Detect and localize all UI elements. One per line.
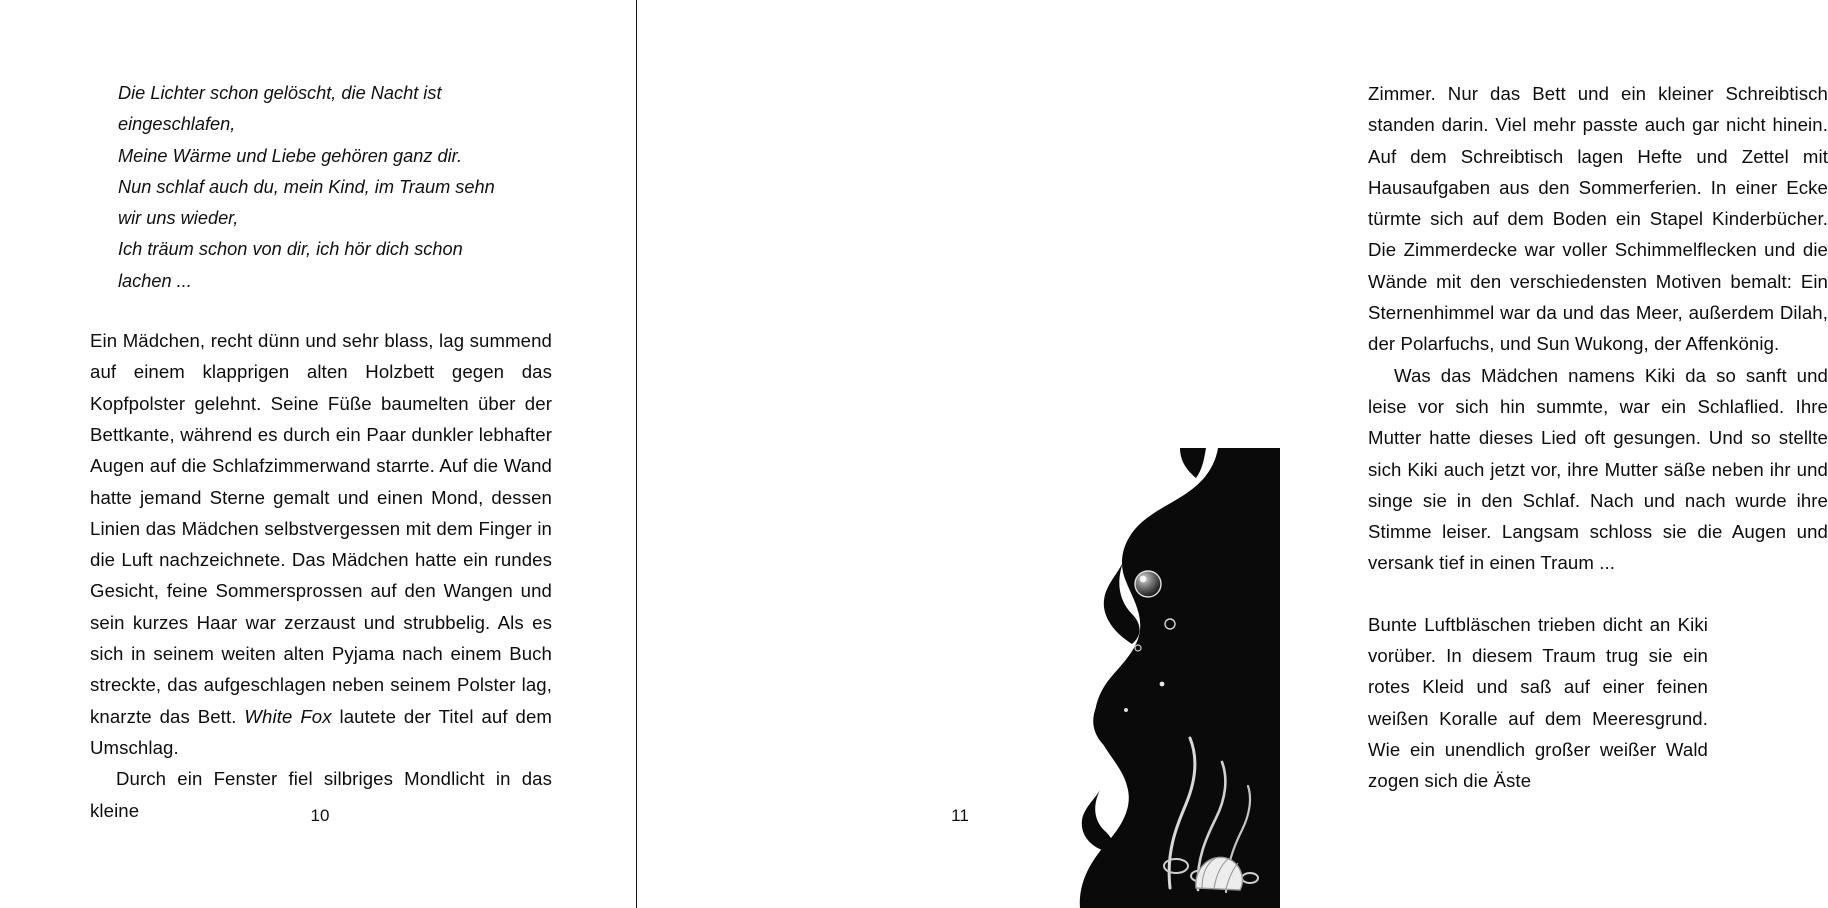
left-page <box>0 0 640 908</box>
poem-line: lachen ... <box>118 270 192 291</box>
paragraph <box>1368 360 1828 579</box>
page-number: 10 <box>310 806 330 825</box>
page-number: 11 <box>951 806 969 825</box>
paragraph-run: Was das Mädchen namens Kiki da so sanft und leise vor sich hin summte, war ein Schlaflied. Ihre Mutter hatte dieses Lied oft gesungen. Und so stellte sich Kiki auch jetzt vor, ihre Mutter säße neben ihr und singe sie in den Schlaf. Nach und nach wurde ihre Stimme leiser. Langsam schloss sie die Augen und versank tief in einen Traum ... <box>1368 364 1828 574</box>
poem-line: wir uns wieder, <box>118 208 239 229</box>
poem-block <box>90 78 552 297</box>
paragraph <box>1368 609 1708 797</box>
paragraph-spacer <box>1368 579 1828 609</box>
paragraph <box>1368 78 1828 360</box>
right-page <box>640 0 1828 908</box>
poem-line: Nun schlaf auch du, mein Kind, im Traum sehn <box>118 176 495 197</box>
poem-line: eingeschlafen, <box>118 114 236 135</box>
spread-gutter-line <box>636 0 637 908</box>
paragraph-run: lautete der Titel auf dem Umschlag. <box>90 705 553 758</box>
paragraph <box>90 325 552 763</box>
poem-line: Ich träum schon von dir, ich hör dich schon <box>118 239 463 260</box>
ink-blot-seaweed-shell-illustration <box>1020 448 1280 908</box>
right-page-text-block <box>1368 78 1828 797</box>
left-page-text-block <box>90 78 552 826</box>
poem-line: Die Lichter schon gelöscht, die Nacht ist <box>118 83 442 103</box>
poem-line: Meine Wärme und Liebe gehören ganz dir. <box>118 145 463 166</box>
paragraph-run: Durch ein Fenster fiel silbriges Mondlicht in das kleine <box>90 768 552 821</box>
paragraph-run: Bunte Luftbläschen trieben dicht an Kiki vorüber. In diesem Traum trug sie ein rotes Kleid und saß auf einer feinen weißen Koralle auf dem Meeresgrund. Wie ein unendlich großer weißer Wald zogen sich die Äste <box>1368 613 1708 792</box>
paragraph-run: Ein Mädchen, recht dünn und sehr blass, lag summend auf einem klapprigen alten Holzbett gegen das Kopfpolster gelehnt. Seine Füße baumelten über der Bettkante, während es durch ein Paar dunkler lebhafter Augen auf die Schlafzimmerwand starrte. Auf die Wand hatte jemand Sterne gemalt und einen Mond, dessen Linien das Mädchen selbstvergessen mit dem Finger in die Luft nachzeichnete. Das Mädchen hatte ein rundes Gesicht, feine Sommersprossen auf den Wangen und sein kurzes Haar war zerzaust und strubbelig. Als es sich in seinem weiten alten Pyjama nach einem Buch streckte, das aufgeschlagen neben seinem Polster lag, knarzte das Bett. <box>90 330 552 727</box>
paragraph-run: Zimmer. Nur das Bett und ein kleiner Schreibtisch standen darin. Viel mehr passte auch gar nicht hinein. Auf dem Schreibtisch lagen Hefte und Zettel mit Hausaufgaben aus den Sommerferien. In einer Ecke türmte sich auf dem Boden ein Stapel Kinderbücher. Die Zimmerdecke war voller Schimmelflecken und die Wände mit den verschiedensten Motiven bemalt: Ein Sternenhimmel war da und das Meer, außerdem Dilah, der Polarfuchs, und Sun Wukong, der Affenkönig. <box>1368 83 1828 355</box>
book-title-italic: White Fox <box>244 705 332 727</box>
